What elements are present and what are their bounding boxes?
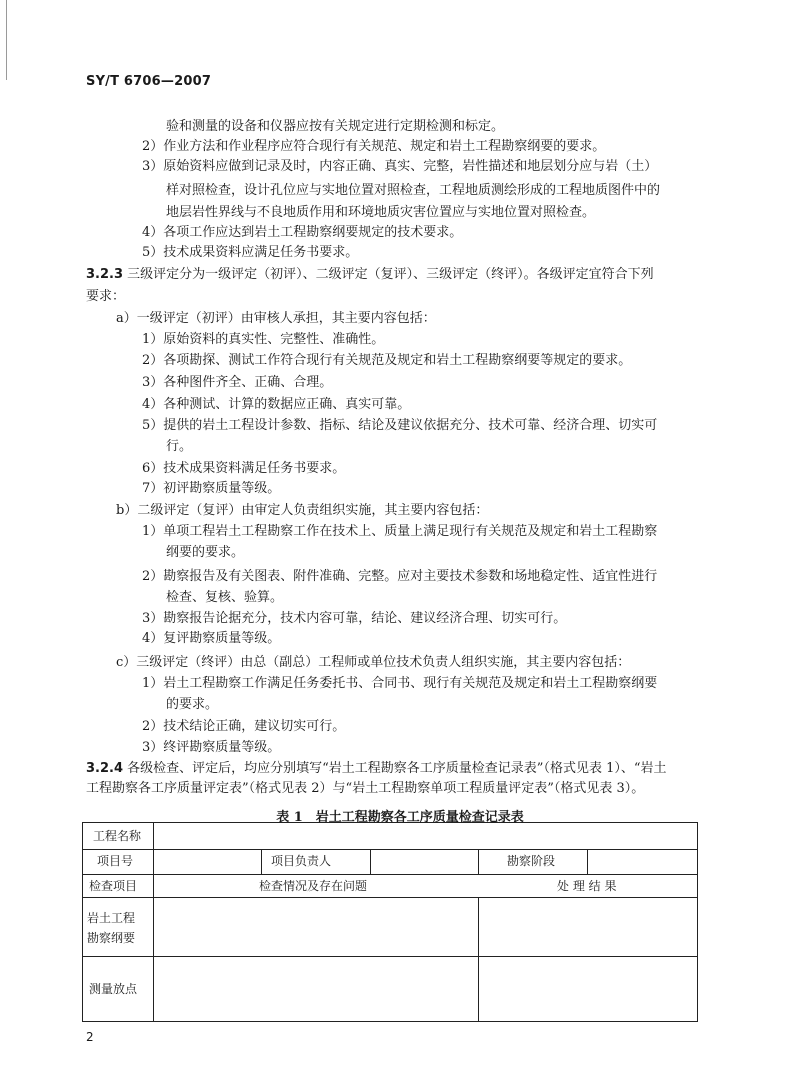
body-line: 3）终评勘察质量等级。 [142,740,281,755]
list-item-a: a）一级评定（初评）由审核人承担，其主要内容包括： [116,311,436,326]
label-project-no: 项目号 [97,854,134,868]
body-line: 5）技术成果资料应满足任务书要求。 [142,245,359,260]
body-line: 检查、复核、验算。 [166,590,284,605]
table-rule [478,897,479,1021]
row-label-survey-outline-2: 勘察纲要 [87,931,136,945]
table-rule [587,849,588,874]
table-rule [478,849,479,874]
clause-number: 3.2.3 [86,267,124,282]
body-line: 2）勘察报告及有关图表、附件准确、完整。应对主要技术参数和场地稳定性、适宜性进行 [142,569,658,584]
body-line: 的要求。 [166,697,219,712]
clause-3-2-4 [86,760,667,778]
body-line: 工程勘察各工序质量评定表”（格式见表 2）与“岩土工程勘察单项工程质量评定表”（格式见表 3）。 [86,781,645,796]
body-line: 样对照检查，设计孔位应与实地位置对照检查，工程地质测绘形成的工程地质图件中的 [166,183,661,198]
body-line: 4）复评勘察质量等级。 [142,631,281,646]
list-item-b: b）二级评定（复评）由审定人负责组织实施，其主要内容包括： [116,503,489,518]
body-line: 5）提供的岩土工程设计参数、指标、结论及建议依据充分、技术可靠、经济合理、切实可 [142,418,658,433]
body-line: 地层岩性界线与不良地质作用和环境地质灾害位置应与实地位置对照检查。 [166,205,596,220]
list-item-c: c）三级评定（终评）由总（副总）工程师或单位技术负责人组织实施，其主要内容包括： [116,655,631,670]
body-line: 7）初评勘察质量等级。 [142,481,281,496]
body-line: 3）勘察报告论据充分，技术内容可靠，结论、建议经济合理、切实可行。 [142,611,567,626]
body-line: 纲要的要求。 [166,545,245,560]
body-line: 2）各项勘探、测试工作符合现行有关规范及规定和岩土工程勘察纲要等规定的要求。 [142,353,632,368]
clause-3-2-3 [86,266,654,284]
table-rule [153,849,154,1021]
body-line: 3）原始资料应做到记录及时，内容正确、真实、完整，岩性描述和地层划分应与岩（土） [142,159,658,174]
label-check-status: 检查情况及存在问题 [259,879,368,893]
table-rule [261,849,262,874]
body-line: 2）作业方法和作业程序应符合现行有关规范、规定和岩土工程勘察纲要的要求。 [142,139,606,154]
body-line: 验和测量的设备和仪器应按有关规定进行定期检测和标定。 [166,119,505,134]
label-result: 处 理 结 果 [557,879,617,893]
body-line: 要求： [86,289,126,304]
table-rule [83,897,697,898]
label-project-name: 工程名称 [93,829,142,843]
label-project-leader: 项目负责人 [271,854,332,868]
clause-text: 各级检查、评定后，均应分别填写“岩土工程勘察各工序质量检查记录表”（格式见表 1）、“岩土 [127,761,667,776]
scan-edge-line [6,0,7,80]
table-caption: 表 1 岩土工程勘察各工序质量检查记录表 [276,810,524,825]
body-line: 2）技术结论正确，建议切实可行。 [142,719,346,734]
table-rule [370,849,371,874]
clause-text: 三级评定分为一级评定（初评）、二级评定（复评）、三级评定（终评）。各级评定宜符合下列 [127,267,654,282]
label-survey-stage: 勘察阶段 [507,854,556,868]
row-label-survey-points: 测量放点 [89,982,138,996]
row-label-survey-outline: 岩土工程 [87,911,136,925]
clause-number: 3.2.4 [86,761,124,776]
body-line: 1）单项工程岩土工程勘察工作在技术上、质量上满足现行有关规范及规定和岩土工程勘察 [142,524,658,539]
table-rule [83,849,697,850]
table-rule [153,823,154,849]
body-line: 行。 [166,439,193,454]
body-line: 4）各项工作应达到岩土工程勘察纲要规定的技术要求。 [142,225,463,240]
table-rule [83,874,697,875]
standard-code-header: SY/T 6706—2007 [86,74,212,89]
body-line: 1）岩土工程勘察工作满足任务委托书、合同书、现行有关规范及规定和岩土工程勘察纲要 [142,676,658,691]
table-rule [83,956,697,957]
inspection-record-table [82,822,698,1022]
label-check-item: 检查项目 [89,879,138,893]
body-line: 4）各种测试、计算的数据应正确、真实可靠。 [142,397,411,412]
page-number: 2 [86,1030,94,1044]
body-line: 6）技术成果资料满足任务书要求。 [142,461,346,476]
body-line: 1）原始资料的真实性、完整性、准确性。 [142,332,385,347]
body-line: 3）各种图件齐全、正确、合理。 [142,375,333,390]
